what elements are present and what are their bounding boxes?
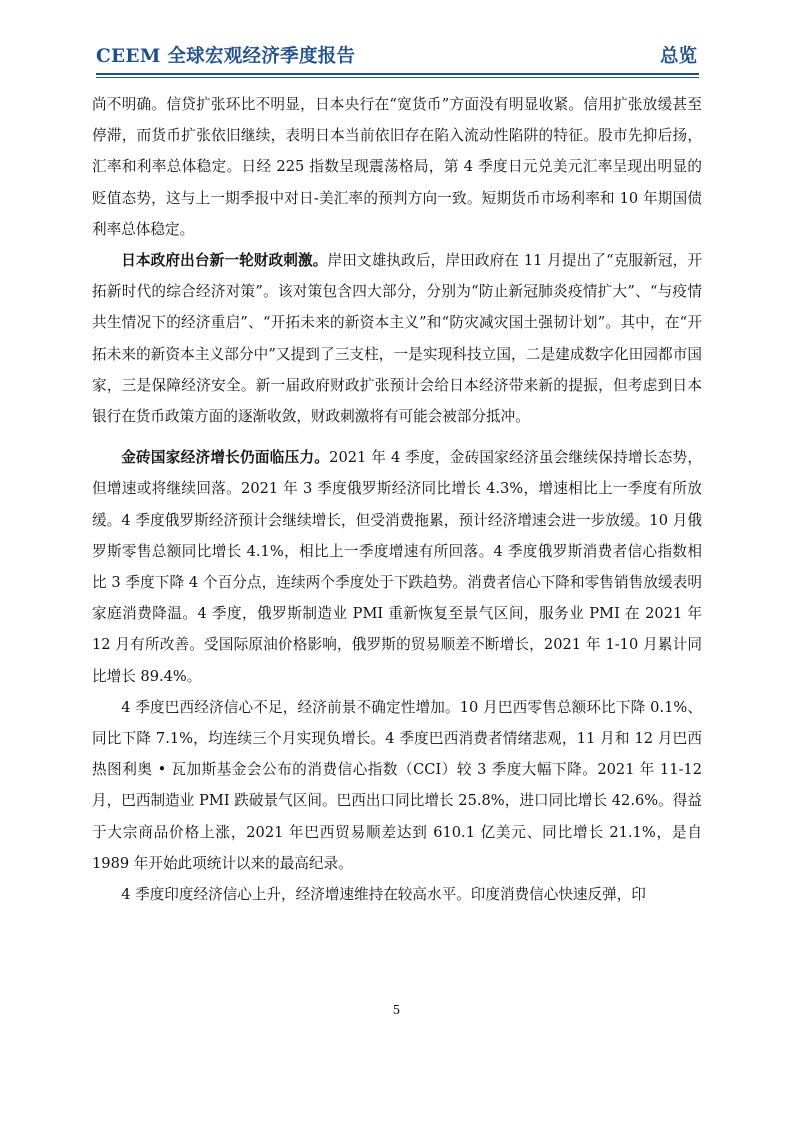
paragraph-lead-heading: 日本政府出台新一轮财政刺激。 (121, 252, 328, 270)
paragraph-brazil (92, 692, 702, 879)
report-title: CEEM 全球宏观经济季度报告 (96, 46, 356, 67)
header-divider-thick (96, 73, 699, 75)
page-number: 5 (392, 1003, 401, 1017)
section-label: 总览 (659, 46, 697, 67)
body-text (92, 89, 702, 910)
page-header (96, 36, 699, 76)
paragraph-japan-monetary (92, 89, 702, 245)
paragraph-text: 2021 年 4 季度，金砖国家经济虽会继续保持增长态势，但增速或将继续回落。2021 年 3 季度俄罗斯经济同比增长 4.3%，增速相比上一季度有所放缓。4 季度俄罗斯经济预计会继续增长，但受消费拖累，预计经济增速会进一步放缓。10 月俄罗斯零售总额同比增长 4.1%，相比上一季度增速有所回落。4 季度俄罗斯消费者信心指数相比 3 季度下降 4 个百分点，连续两个季度处于下跌趋势。消费者信心下降和零售销售放缓表明家庭消费降温。4 季度，俄罗斯制造业 PMI 重新恢复至景气区间，服务业 PMI 在 2021 年 12 月有所改善。受国际原油价格影响，俄罗斯的贸易顺差不断增长，2021 年 1-10 月累计同比增长 89.4%。 (92, 449, 702, 685)
paragraph-brics-russia (92, 442, 702, 692)
paragraph-text: 4 季度印度经济信心上升，经济增速维持在较高水平。印度消费信心快速反弹，印 (121, 886, 646, 904)
paragraph-text: 岸田文雄执政后，岸田政府在 11 月提出了“克服新冠，开拓新时代的综合经济对策”。该对策包含四大部分，分别为“防止新冠肺炎疫情扩大”、“与疫情共生情况下的经济重启”、“开拓未来的新资本主义”和“防灾减灾国土强韧计划”。其中，在“开拓未来的新资本主义部分中”又提到了三支柱，一是实现科技立国，二是建成数字化田园都市国家，三是保障经济安全。新一届政府财政扩张预计会给日本经济带来新的提振，但考虑到日本银行在货币政策方面的逐渐收敛，财政刺激将有可能会被部分抵冲。 (92, 252, 702, 426)
paragraph-japan-fiscal (92, 245, 702, 432)
paragraph-lead-heading: 金砖国家经济增长仍面临压力。 (121, 449, 330, 467)
paragraph-text: 4 季度巴西经济信心不足，经济前景不确定性增加。10 月巴西零售总额环比下降 0.1%、同比下降 7.1%，均连续三个月实现负增长。4 季度巴西消费者情绪悲观，11 月和 12 月巴西热图利奥 • 瓦加斯基金会公布的消费信心指数（CCI）较 3 季度大幅下降。2021 年 11-12 月，巴西制造业 PMI 跌破景气区间。巴西出口同比增长 25.8%，进口同比增长 42.6%。得益于大宗商品价格上涨，2021 年巴西贸易顺差达到 610.1 亿美元、同比增长 21.1%，是自 1989 年开始此项统计以来的最高纪录。 (92, 698, 702, 872)
paragraph-text: 尚不明确。信贷扩张环比不明显，日本央行在“宽货币”方面没有明显收紧。信用扩张放缓甚至停滞，而货币扩张依旧继续，表明日本当前依旧存在陷入流动性陷阱的特征。股市先抑后扬，汇率和利率总体稳定。日经 225 指数呈现震荡格局，第 4 季度日元兑美元汇率呈现出明显的贬值态势，这与上一期季报中对日-美汇率的预判方向一致。短期货币市场利率和 10 年期国债利率总体稳定。 (92, 96, 702, 238)
header-divider-thin (96, 77, 699, 78)
paragraph-india (92, 879, 702, 910)
